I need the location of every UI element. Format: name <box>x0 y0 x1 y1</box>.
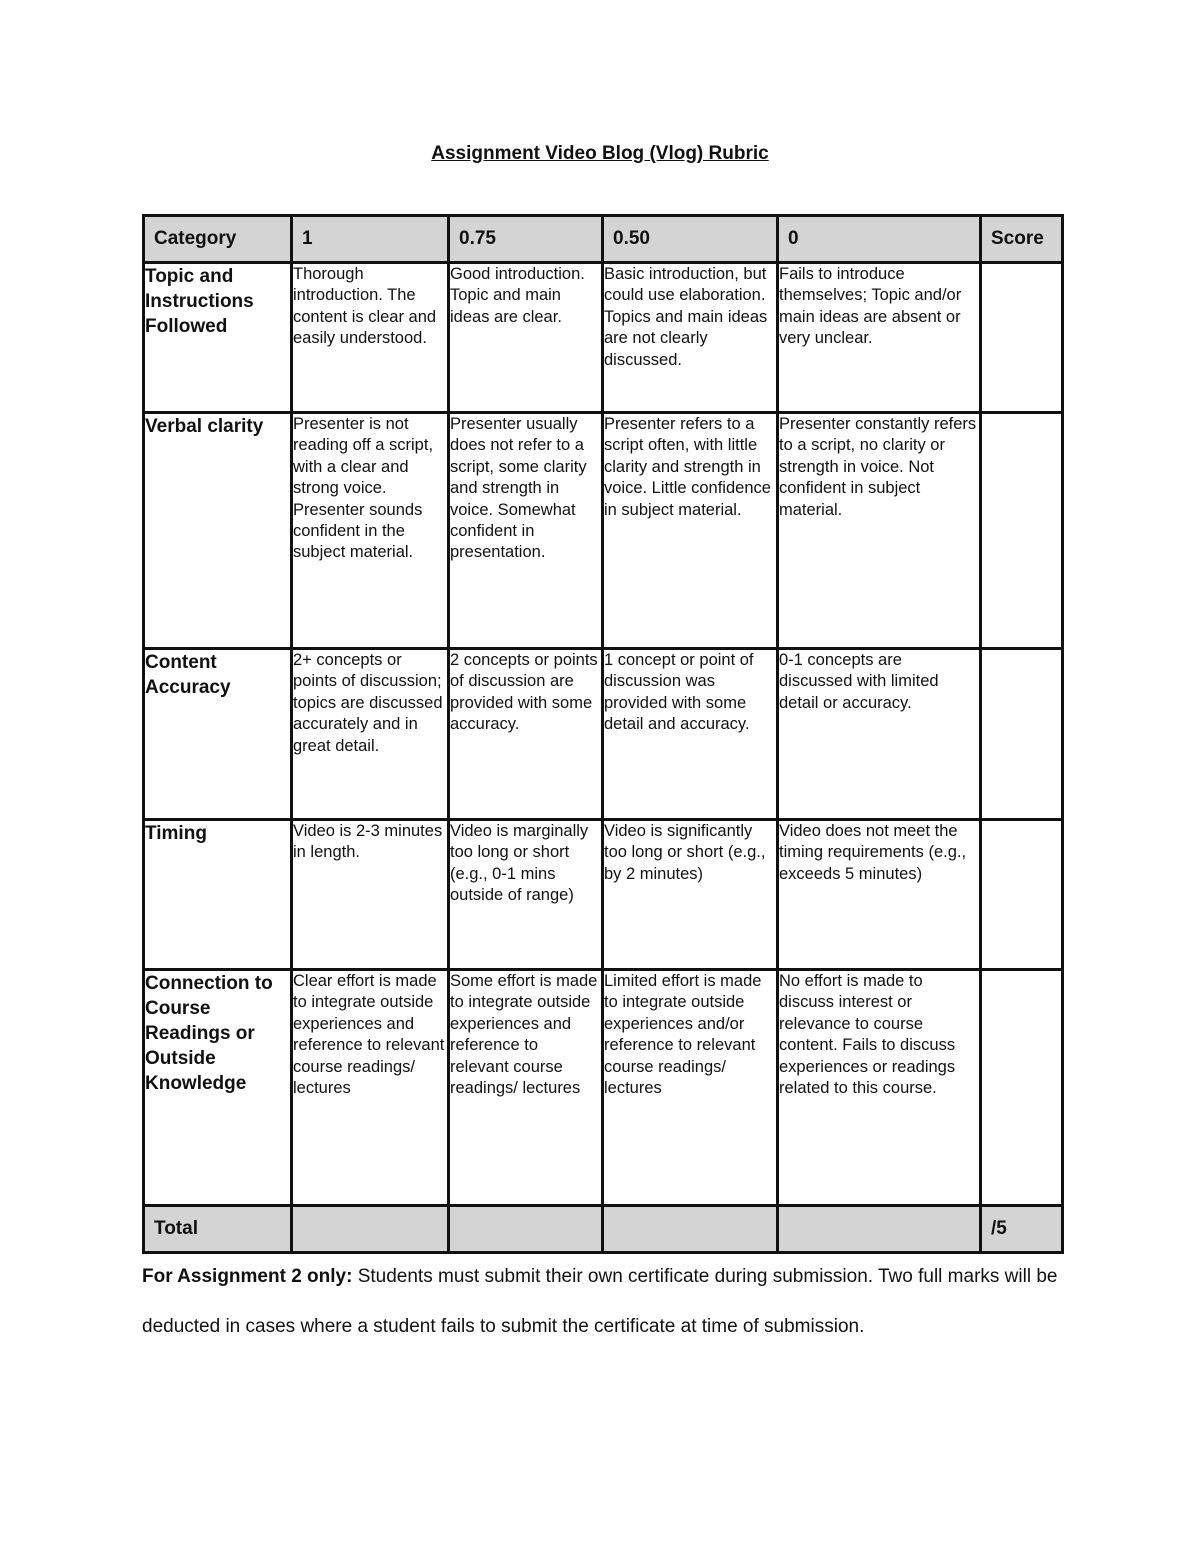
table-row <box>144 970 1063 1206</box>
page-title: Assignment Video Blog (Vlog) Rubric <box>431 143 769 164</box>
table-row <box>144 413 1063 649</box>
rubric-table <box>142 214 1064 1254</box>
total-empty-cell <box>292 1206 449 1253</box>
cell-level-1: Presenter is not reading off a script, with a clear and strong voice. Presenter sounds confident in the subject material. <box>292 413 449 649</box>
total-empty-cell <box>603 1206 778 1253</box>
total-empty-cell <box>778 1206 981 1253</box>
cell-level-075: Video is marginally too long or short (e.g., 0-1 mins outside of range) <box>449 820 603 970</box>
total-row <box>144 1206 1063 1253</box>
row-category: Content Accuracy <box>144 649 292 820</box>
header-category: Category <box>144 216 292 263</box>
cell-level-050: Basic introduction, but could use elaboration. Topics and main ideas are not clearly discussed. <box>603 263 778 413</box>
total-score[interactable]: /5 <box>981 1206 1063 1253</box>
cell-level-050: Limited effort is made to integrate outside experiences and/or reference to relevant course readings/ lectures <box>603 970 778 1206</box>
table-row <box>144 263 1063 413</box>
total-empty-cell <box>449 1206 603 1253</box>
cell-level-0: Video does not meet the timing requirements (e.g., exceeds 5 minutes) <box>778 820 981 970</box>
score-cell[interactable] <box>981 970 1063 1206</box>
score-cell[interactable] <box>981 263 1063 413</box>
header-row <box>144 216 1063 263</box>
cell-level-1: 2+ concepts or points of discussion; topics are discussed accurately and in great detail. <box>292 649 449 820</box>
cell-level-0: Fails to introduce themselves; Topic and/or main ideas are absent or very unclear. <box>778 263 981 413</box>
score-cell[interactable] <box>981 413 1063 649</box>
header-level-0: 0 <box>778 216 981 263</box>
table-row <box>144 820 1063 970</box>
total-label: Total <box>144 1206 292 1253</box>
note-text: Students must submit their own certificate during submission. Two full marks will be deducted in cases where a student fails to submit the certificate at time of submission. <box>142 1266 1058 1337</box>
cell-level-0: No effort is made to discuss interest or relevance to course content. Fails to discuss experiences or readings related to this course. <box>778 970 981 1206</box>
note-label: For Assignment 2 only: <box>142 1266 353 1287</box>
cell-level-1: Video is 2-3 minutes in length. <box>292 820 449 970</box>
cell-level-075: Good introduction. Topic and main ideas are clear. <box>449 263 603 413</box>
header-score: Score <box>981 216 1063 263</box>
score-cell[interactable] <box>981 649 1063 820</box>
cell-level-0: 0-1 concepts are discussed with limited detail or accuracy. <box>778 649 981 820</box>
row-category: Verbal clarity <box>144 413 292 649</box>
cell-level-075: Presenter usually does not refer to a script, some clarity and strength in voice. Somewhat confident in presentation. <box>449 413 603 649</box>
score-cell[interactable] <box>981 820 1063 970</box>
cell-level-075: 2 concepts or points of discussion are provided with some accuracy. <box>449 649 603 820</box>
row-category: Connection to Course Readings or Outside Knowledge <box>144 970 292 1206</box>
cell-level-050: Video is significantly too long or short (e.g., by 2 minutes) <box>603 820 778 970</box>
cell-level-0: Presenter constantly refers to a script, no clarity or strength in voice. Not confident in subject material. <box>778 413 981 649</box>
row-category: Timing <box>144 820 292 970</box>
table-row <box>144 649 1063 820</box>
cell-level-1: Thorough introduction. The content is clear and easily understood. <box>292 263 449 413</box>
cell-level-075: Some effort is made to integrate outside experiences and reference to relevant course readings/ lectures <box>449 970 603 1206</box>
header-level-075: 0.75 <box>449 216 603 263</box>
assignment-note <box>142 1252 1072 1352</box>
cell-level-050: 1 concept or point of discussion was provided with some detail and accuracy. <box>603 649 778 820</box>
header-level-050: 0.50 <box>603 216 778 263</box>
cell-level-050: Presenter refers to a script often, with little clarity and strength in voice. Little confidence in subject material. <box>603 413 778 649</box>
row-category: Topic and Instructions Followed <box>144 263 292 413</box>
header-level-1: 1 <box>292 216 449 263</box>
cell-level-1: Clear effort is made to integrate outside experiences and reference to relevant course readings/ lectures <box>292 970 449 1206</box>
